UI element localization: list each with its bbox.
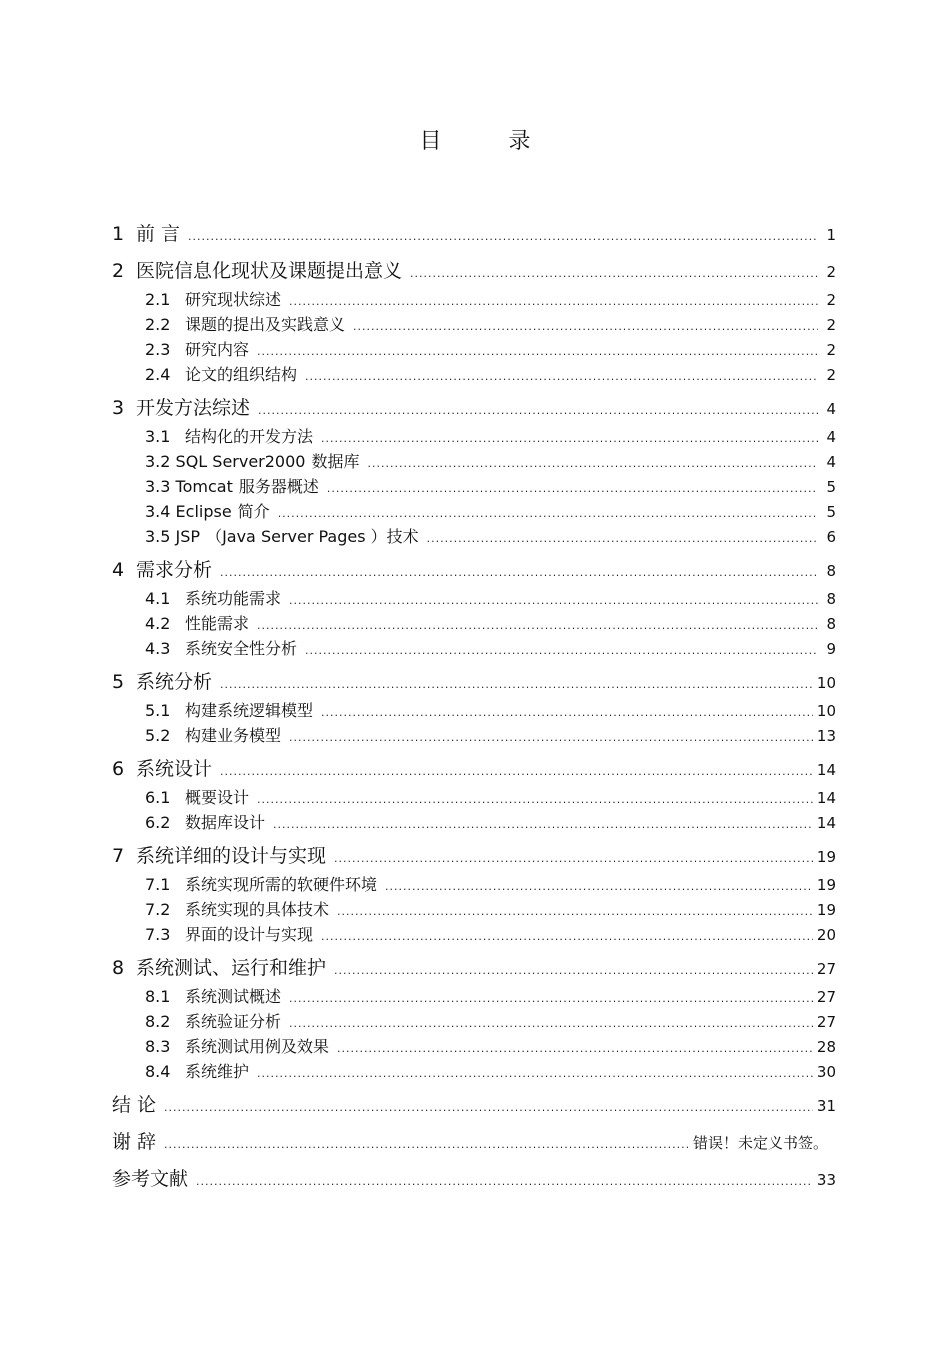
toc-entry-number: 2.4 bbox=[145, 365, 171, 384]
toc-entry-label: 研究内容 bbox=[185, 340, 250, 359]
toc-entry[interactable] bbox=[112, 1126, 848, 1158]
toc-entry-label: 概要设计 bbox=[185, 788, 250, 807]
toc-entry-number: 3.3 Tomcat bbox=[145, 477, 233, 496]
dot-leader bbox=[164, 1092, 813, 1124]
toc-entry-number: 7.1 bbox=[145, 875, 171, 894]
dot-leader bbox=[273, 812, 813, 837]
toc-entry-page: 2 bbox=[826, 263, 836, 281]
toc-entry-label: 系统测试概述 bbox=[185, 987, 282, 1006]
toc-entry[interactable] bbox=[112, 218, 848, 250]
dot-leader bbox=[257, 613, 818, 638]
toc-entry-number: 8.2 bbox=[145, 1012, 171, 1031]
dot-leader bbox=[334, 843, 813, 875]
toc-entry[interactable] bbox=[112, 474, 848, 499]
toc-entry-label: 系统详细的设计与实现 bbox=[136, 845, 327, 867]
dot-leader bbox=[220, 557, 818, 589]
dot-leader bbox=[289, 588, 818, 613]
toc-entry-number: 2.3 bbox=[145, 340, 171, 359]
dot-leader bbox=[427, 526, 818, 551]
dot-leader bbox=[321, 700, 813, 725]
toc-entry[interactable] bbox=[112, 723, 848, 748]
toc-entry-number: 4 bbox=[112, 559, 125, 581]
dot-leader bbox=[305, 364, 818, 389]
toc-entry[interactable] bbox=[112, 287, 848, 312]
toc-entry-page: 4 bbox=[826, 400, 836, 418]
toc-entry[interactable] bbox=[112, 1034, 848, 1059]
toc-entry-label: 结构化的开发方法 bbox=[185, 427, 314, 446]
toc-entry-page: 5 bbox=[826, 503, 836, 521]
toc-entry[interactable] bbox=[112, 554, 848, 586]
toc-entry-number: 7.3 bbox=[145, 925, 171, 944]
toc-entry-page: 14 bbox=[816, 814, 836, 832]
toc-entry[interactable] bbox=[112, 586, 848, 611]
toc-entry-number: 3 bbox=[112, 397, 125, 419]
toc-entry[interactable] bbox=[112, 1089, 848, 1121]
toc-entry-page: 1 bbox=[826, 226, 836, 244]
toc-entry-number: 3.4 Eclipse bbox=[145, 502, 232, 521]
toc-entry-page: 8 bbox=[826, 590, 836, 608]
toc-entry[interactable] bbox=[112, 255, 848, 287]
dot-leader bbox=[327, 476, 818, 501]
dot-leader bbox=[367, 451, 818, 476]
toc-entry-label: 参考文献 bbox=[112, 1168, 189, 1190]
toc-entry[interactable] bbox=[112, 636, 848, 661]
toc-entry-number: 5.2 bbox=[145, 726, 171, 745]
toc-entry-page: 2 bbox=[826, 316, 836, 334]
toc-entry[interactable] bbox=[112, 810, 848, 835]
toc-entry-label: 构建业务模型 bbox=[185, 726, 282, 745]
toc-entry-page: 2 bbox=[826, 291, 836, 309]
toc-entry-page: 14 bbox=[816, 789, 836, 807]
toc-entry[interactable] bbox=[112, 698, 848, 723]
toc-entry-label: 系统功能需求 bbox=[185, 589, 282, 608]
dot-leader bbox=[289, 986, 813, 1011]
toc-entry-page: 31 bbox=[816, 1097, 836, 1115]
toc-entry-label: 系统实现的具体技术 bbox=[185, 900, 330, 919]
toc-entry-label: 性能需求 bbox=[185, 614, 250, 633]
dot-leader bbox=[321, 924, 813, 949]
dot-leader bbox=[337, 1036, 813, 1061]
toc-entry-page: 9 bbox=[826, 640, 836, 658]
toc-entry-page: 14 bbox=[816, 761, 836, 779]
toc-entry[interactable] bbox=[112, 392, 848, 424]
toc-entry[interactable] bbox=[112, 872, 848, 897]
toc-entry-page: 6 bbox=[826, 528, 836, 546]
toc-entry[interactable] bbox=[112, 922, 848, 947]
toc-entry-label: 系统测试、运行和维护 bbox=[136, 957, 327, 979]
dot-leader bbox=[188, 221, 818, 253]
toc-entry-label: 论文的组织结构 bbox=[185, 365, 298, 384]
dot-leader bbox=[164, 1129, 689, 1161]
toc-entry-page: 8 bbox=[826, 562, 836, 580]
dot-leader bbox=[334, 955, 813, 987]
toc-entry-label: （Java Server Pages ）技术 bbox=[206, 527, 419, 546]
toc-entry-label: 系统验证分析 bbox=[185, 1012, 282, 1031]
toc-entry-page: 错误！未定义书签。 bbox=[692, 1134, 828, 1152]
toc-entry-page: 27 bbox=[816, 960, 836, 978]
dot-leader bbox=[257, 1061, 813, 1086]
toc-entry-number: 2.2 bbox=[145, 315, 171, 334]
toc-entry-label: 系统维护 bbox=[185, 1062, 250, 1081]
toc-entry-number: 6 bbox=[112, 758, 125, 780]
dot-leader bbox=[220, 669, 813, 701]
toc-entry-number: 6.2 bbox=[145, 813, 171, 832]
toc-entry[interactable] bbox=[112, 524, 848, 549]
toc-entry[interactable] bbox=[112, 449, 848, 474]
toc-entry[interactable] bbox=[112, 984, 848, 1009]
toc-entry[interactable] bbox=[112, 666, 848, 698]
dot-leader bbox=[257, 787, 813, 812]
dot-leader bbox=[321, 426, 818, 451]
dot-leader bbox=[289, 725, 813, 750]
dot-leader bbox=[385, 874, 813, 899]
toc-entry[interactable] bbox=[112, 952, 848, 984]
dot-leader bbox=[289, 289, 818, 314]
toc-entry[interactable] bbox=[112, 312, 848, 337]
toc-entry-label: 医院信息化现状及课题提出意义 bbox=[136, 260, 403, 282]
toc-entry-page: 19 bbox=[816, 876, 836, 894]
toc-entry-number: 8.3 bbox=[145, 1037, 171, 1056]
toc-entry-label: 构建系统逻辑模型 bbox=[185, 701, 314, 720]
toc-entry-page: 2 bbox=[826, 366, 836, 384]
dot-leader bbox=[353, 314, 818, 339]
toc-entry[interactable] bbox=[112, 611, 848, 636]
toc-entry-label: 系统实现所需的软硬件环境 bbox=[185, 875, 378, 894]
toc-entry-number: 1 bbox=[112, 223, 125, 245]
toc-entry[interactable] bbox=[112, 897, 848, 922]
toc-entry-label: 结 论 bbox=[112, 1094, 157, 1116]
toc-entry-number: 8.4 bbox=[145, 1062, 171, 1081]
toc-entry-label: 谢 辞 bbox=[112, 1131, 157, 1153]
toc-entry[interactable] bbox=[112, 424, 848, 449]
toc-entry-number: 7.2 bbox=[145, 900, 171, 919]
toc-entry-number: 3.1 bbox=[145, 427, 171, 446]
toc-entry-label: 系统安全性分析 bbox=[185, 639, 298, 658]
toc-entry-page: 27 bbox=[816, 988, 836, 1006]
toc-entry-number: 8.1 bbox=[145, 987, 171, 1006]
toc-entry-page: 8 bbox=[826, 615, 836, 633]
toc-entry-number: 4.3 bbox=[145, 639, 171, 658]
toc-entry-label: 系统分析 bbox=[136, 671, 213, 693]
toc-entry-page: 4 bbox=[826, 453, 836, 471]
toc-entry-label: 界面的设计与实现 bbox=[185, 925, 314, 944]
dot-leader bbox=[258, 395, 818, 427]
toc-entry-page: 30 bbox=[816, 1063, 836, 1081]
toc-entry-label: 前 言 bbox=[136, 223, 181, 245]
toc-entry-label: 课题的提出及实践意义 bbox=[185, 315, 346, 334]
toc-entry[interactable] bbox=[112, 362, 848, 387]
toc-entry-number: 5 bbox=[112, 671, 125, 693]
toc-entry[interactable] bbox=[112, 1163, 848, 1195]
toc-entry-label: 服务器概述 bbox=[238, 477, 319, 496]
toc-entry[interactable] bbox=[112, 1059, 848, 1084]
toc-entry[interactable] bbox=[112, 1009, 848, 1034]
dot-leader bbox=[278, 501, 818, 526]
toc-entry-page: 19 bbox=[816, 901, 836, 919]
toc-entry-label: 研究现状综述 bbox=[185, 290, 282, 309]
toc-entry[interactable] bbox=[112, 785, 848, 810]
toc-entry[interactable] bbox=[112, 753, 848, 785]
dot-leader bbox=[257, 339, 818, 364]
toc-entry-page: 2 bbox=[826, 341, 836, 359]
toc-entry-number: 3.2 SQL Server2000 bbox=[145, 452, 306, 471]
toc-entry-page: 4 bbox=[826, 428, 836, 446]
toc-entry-page: 5 bbox=[826, 478, 836, 496]
toc-entry-label: 开发方法综述 bbox=[136, 397, 251, 419]
toc-entry-label: 需求分析 bbox=[136, 559, 213, 581]
toc-entry-page: 10 bbox=[816, 674, 836, 692]
toc-entry-label: 系统测试用例及效果 bbox=[185, 1037, 330, 1056]
toc-entry-label: 简介 bbox=[237, 502, 270, 521]
toc-entry-page: 20 bbox=[816, 926, 836, 944]
toc-entry-page: 13 bbox=[816, 727, 836, 745]
dot-leader bbox=[220, 756, 813, 788]
toc-entry-number: 2 bbox=[112, 260, 125, 282]
page-title: 目 录 bbox=[419, 129, 561, 154]
toc-entry-page: 33 bbox=[816, 1171, 836, 1189]
toc-entry-label: 系统设计 bbox=[136, 758, 213, 780]
dot-leader bbox=[289, 1011, 813, 1036]
table-of-contents bbox=[112, 218, 848, 1195]
toc-entry-page: 10 bbox=[816, 702, 836, 720]
toc-entry-label: 数据库 bbox=[311, 452, 360, 471]
toc-entry-number: 4.1 bbox=[145, 589, 171, 608]
toc-entry-number: 8 bbox=[112, 957, 125, 979]
toc-entry-number: 5.1 bbox=[145, 701, 171, 720]
toc-entry-page: 28 bbox=[816, 1038, 836, 1056]
toc-entry-number: 4.2 bbox=[145, 614, 171, 633]
toc-entry-number: 7 bbox=[112, 845, 125, 867]
toc-entry[interactable] bbox=[112, 337, 848, 362]
dot-leader bbox=[196, 1166, 813, 1198]
toc-entry-page: 27 bbox=[816, 1013, 836, 1031]
dot-leader bbox=[305, 638, 818, 663]
toc-entry[interactable] bbox=[112, 499, 848, 524]
toc-entry-page: 19 bbox=[816, 848, 836, 866]
toc-entry[interactable] bbox=[112, 840, 848, 872]
toc-entry-number: 3.5 JSP bbox=[145, 527, 201, 546]
toc-entry-label: 数据库设计 bbox=[185, 813, 266, 832]
dot-leader bbox=[337, 899, 813, 924]
toc-entry-number: 2.1 bbox=[145, 290, 171, 309]
dot-leader bbox=[410, 258, 818, 290]
toc-entry-number: 6.1 bbox=[145, 788, 171, 807]
